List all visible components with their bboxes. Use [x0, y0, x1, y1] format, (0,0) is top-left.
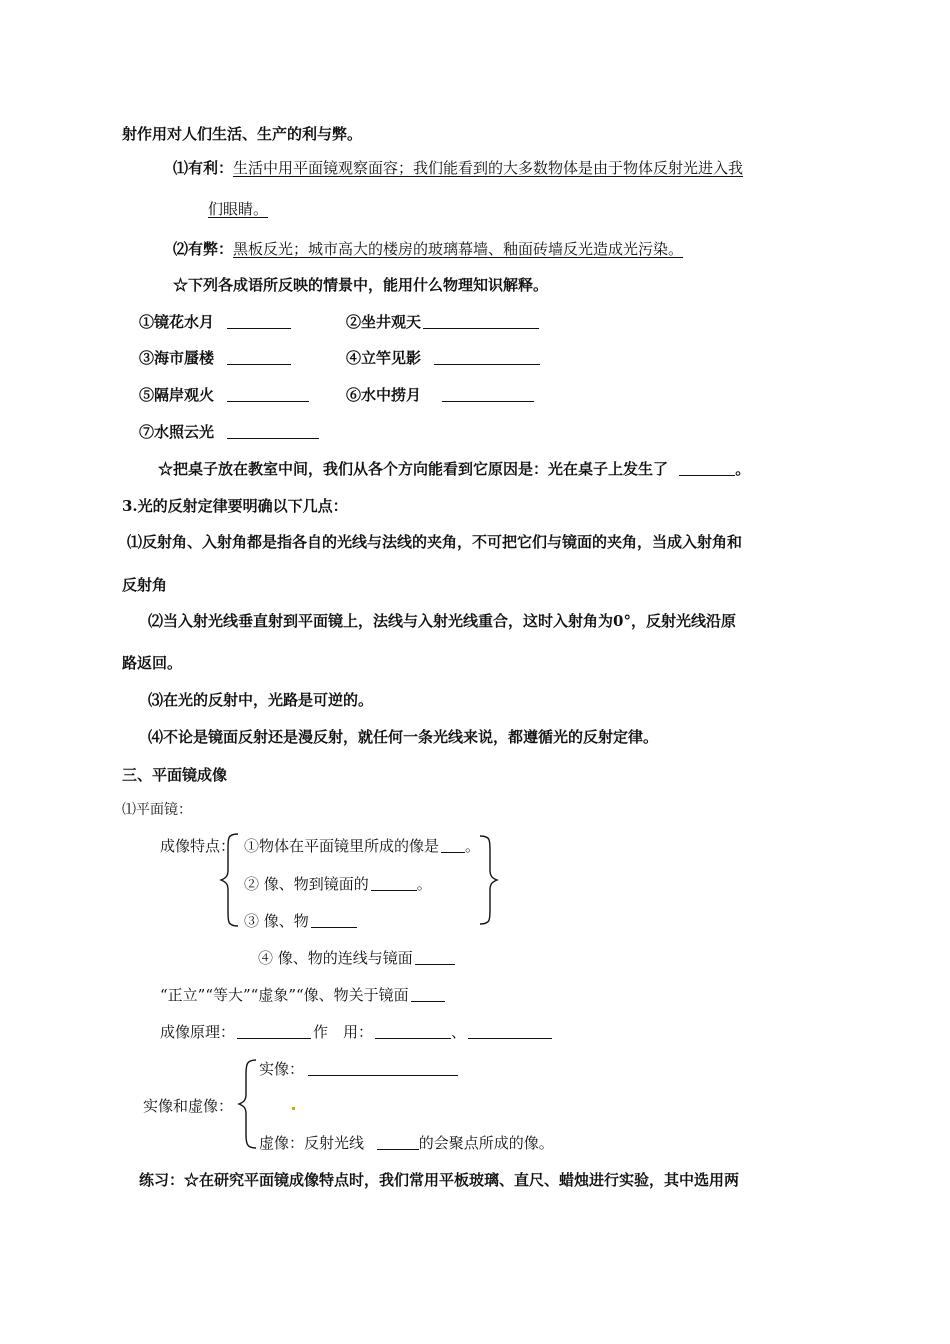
- idiom-5: [139, 385, 309, 405]
- idiom-text: ⑤隔岸观火: [139, 386, 215, 404]
- idiom-1: [139, 312, 291, 332]
- answer-blank[interactable]: [311, 913, 357, 928]
- cons-text: 黑板反光；城市高大的楼房的玻璃幕墙、釉面砖墙反光造成光污染。: [233, 240, 684, 258]
- plane-mirror-label: ⑴平面镜：: [122, 802, 192, 818]
- idiom-7: [139, 422, 319, 442]
- point-4: ⑷不论是镜面反射还是漫反射，就任何一条光线来说，都遵循光的反射定律。: [148, 728, 659, 746]
- separator: 、: [451, 1023, 467, 1041]
- answer-blank[interactable]: [227, 314, 291, 329]
- stray-dot: [292, 1107, 295, 1110]
- point-3: ⑶在光的反射中，光路是可逆的。: [148, 691, 374, 709]
- real-label: 实像：: [259, 1060, 305, 1078]
- feature-text: ①物体在平面镜里所成的像是: [244, 837, 440, 855]
- feature-1: [244, 836, 480, 856]
- virtual-label: 虚像：反射光线: [259, 1134, 365, 1152]
- feature-end: 。: [416, 875, 432, 893]
- answer-blank[interactable]: [377, 1135, 419, 1150]
- section-3-title: 3.光的反射定律要明确以下几点：: [122, 497, 348, 515]
- feature-4: [258, 948, 455, 968]
- text-line-1: 射作用对人们生活、生产的利与弊。: [122, 125, 363, 143]
- idiom-text: ②坐井观天: [346, 313, 422, 331]
- feature-text: ② 像、物到镜面的: [244, 875, 369, 893]
- feature-2: [244, 874, 432, 894]
- question-text: ☆把桌子放在教室中间，我们从各个方向能看到它原因是：光在桌子上发生了: [158, 460, 669, 478]
- real-image-line: [259, 1059, 458, 1079]
- table-question: [158, 459, 750, 479]
- pros-text: 生活中用平面镜观察面容；我们能看到的大多数物体是由于物体反射光进入我: [233, 159, 744, 177]
- idiom-text: ⑥水中捞月: [346, 386, 422, 404]
- function-label: 作 用：: [313, 1023, 374, 1041]
- idiom-text: ⑦水照云光: [139, 423, 215, 441]
- idiom-6: [346, 385, 534, 405]
- left-brace: [218, 832, 242, 928]
- feature-text: ③ 像、物: [244, 912, 309, 930]
- idiom-4: [346, 348, 540, 368]
- pros-line: [173, 158, 743, 178]
- right-brace: [476, 834, 500, 926]
- answer-blank[interactable]: [237, 1024, 311, 1039]
- point-2: ⑵当入射光线垂直射到平面镜上，法线与入射光线重合，这时入射角为0°，反射光线沿原: [148, 612, 736, 630]
- feature-label: 成像特点：: [160, 837, 236, 855]
- answer-blank[interactable]: [227, 424, 319, 439]
- idiom-3: [139, 348, 291, 368]
- answer-blank[interactable]: [442, 387, 534, 402]
- answer-blank[interactable]: [227, 350, 291, 365]
- point-2-cont: 路返回。: [122, 654, 183, 672]
- pros-text-cont: 们眼睛。: [208, 200, 269, 218]
- point-1: ⑴反射角、入射角都是指各自的光线与法线的夹角，不可把它们与镜面的夹角，当成入射角和: [127, 533, 743, 551]
- feature-text: ④ 像、物的连线与镜面: [258, 949, 413, 967]
- principle-line: [160, 1022, 552, 1042]
- answer-blank[interactable]: [434, 350, 540, 365]
- summary-text: “正立”“等大”“虚象”“像、物关于镜面: [160, 986, 409, 1004]
- principle-label: 成像原理：: [160, 1023, 236, 1041]
- point-1-cont: 反射角: [122, 576, 168, 594]
- answer-blank[interactable]: [227, 387, 309, 402]
- pros-label: ⑴有利：: [173, 159, 234, 177]
- summary-line: [160, 985, 445, 1005]
- idiom-prompt: ☆下列各成语所反映的情景中，能用什么物理知识解释。: [173, 276, 549, 294]
- virtual-text: 的会聚点所成的像。: [418, 1134, 554, 1152]
- answer-blank[interactable]: [423, 314, 539, 329]
- exercise-line: 练习：☆在研究平面镜成像特点时，我们常用平板玻璃、直尺、蜡烛进行实验，其中选用两: [139, 1171, 740, 1189]
- answer-blank[interactable]: [441, 838, 465, 853]
- answer-blank[interactable]: [679, 461, 735, 476]
- idiom-2: [346, 312, 539, 332]
- answer-blank[interactable]: [468, 1024, 552, 1039]
- cons-label: ⑵有弊：: [173, 240, 234, 258]
- section-heading: 三、平面镜成像: [122, 766, 228, 784]
- idiom-text: ③海市蜃楼: [139, 349, 215, 367]
- cons-line: [173, 239, 683, 259]
- idiom-text: ④立竿见影: [346, 349, 422, 367]
- answer-blank[interactable]: [375, 1024, 451, 1039]
- real-virtual-label: 实像和虚像：: [143, 1097, 234, 1115]
- answer-blank[interactable]: [371, 876, 417, 891]
- feature-3: [244, 911, 357, 931]
- feature-end: 。: [465, 837, 481, 855]
- idiom-text: ①镜花水月: [139, 313, 215, 331]
- answer-blank[interactable]: [411, 987, 445, 1002]
- real-virtual-brace: [237, 1058, 259, 1150]
- question-end: 。: [735, 460, 751, 478]
- answer-blank[interactable]: [308, 1061, 458, 1076]
- answer-blank[interactable]: [415, 950, 455, 965]
- virtual-image-line: [259, 1133, 554, 1153]
